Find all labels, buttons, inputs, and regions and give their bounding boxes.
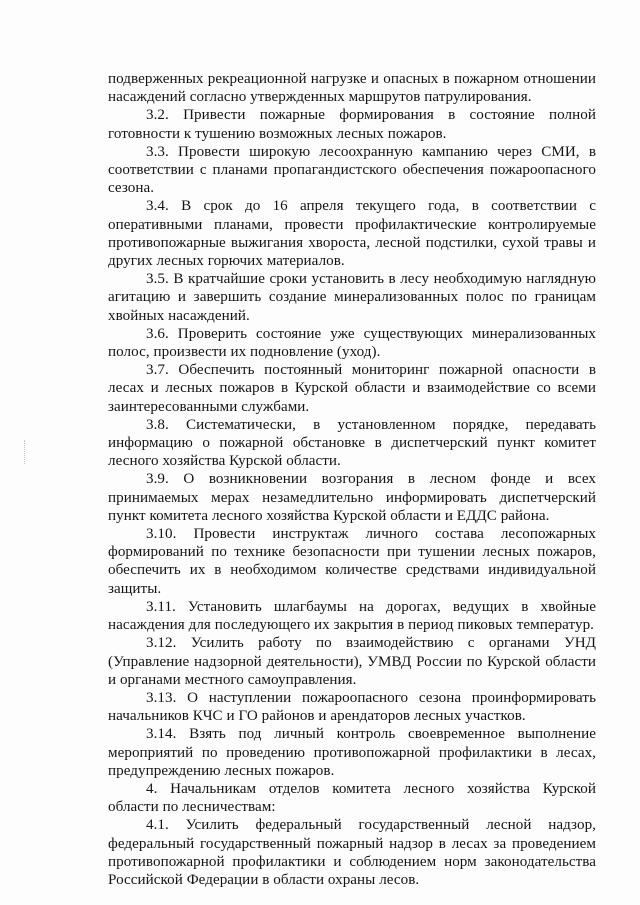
paragraph-4: 4. Начальникам отделов комитета лесного хозяйства Курской области по лесничествам: (108, 780, 596, 816)
paragraph-3-3: 3.3. Провести широкую лесоохранную кампанию через СМИ, в соответствии с планами пропагандистского обеспечения пожароопасного сезона. (108, 143, 596, 197)
paragraph-3-14: 3.14. Взять под личный контроль своевременное выполнение мероприятий по проведению противопожарной профилактики в лесах, предупреждению лесных пожаров. (108, 726, 596, 779)
paragraph-3-12: 3.12. Усилить работу по взаимодействию с органами УНД (Управление надзорной деятельности), УМВД России по Курской области и органами местного самоуправления. (108, 635, 596, 688)
paragraph-3-4: 3.4. В срок до 16 апреля текущего года, в соответствии с оперативными планами, провести профилактические контролируемые противопожарные выжигания хвороста, лесной подстилки, сухой травы и других лесных горючих материалов. (108, 198, 596, 270)
paragraph-3-6: 3.6. Проверить состояние уже существующих минерализованных полос, произвести их подновление (уход). (108, 325, 596, 361)
margin-mark (24, 440, 29, 464)
paragraph-continuation: подверженных рекреационной нагрузке и опасных в пожарном отношении насаждений согласно утвержденных маршрутов патрулирования. (108, 71, 596, 106)
paragraph-3-9: 3.9. О возникновении возгорания в лесном фонде и всех принимаемых мерах незамедлительно информировать диспетчерский пункт комитета лесного хозяйства Курской области и ЕДДС района. (108, 471, 596, 524)
paragraph-3-2: 3.2. Привести пожарные формирования в состояние полной готовности к тушению возможных лесных пожаров. (108, 107, 596, 142)
paragraph-3-11: 3.11. Установить шлагбаумы на дорогах, ведущих в хвойные насаждения для последующего их закрытия в период пиковых температур. (108, 598, 596, 634)
document-body (108, 70, 596, 889)
paragraph-3-10: 3.10. Провести инструктаж личного состава лесопожарных формирований по технике безопасности при тушении лесных пожаров, обеспечить их в необходимом количестве средствами индивидуальной защиты. (108, 526, 596, 597)
paragraph-3-7: 3.7. Обеспечить постоянный мониторинг пожарной опасности в лесах и лесных пожаров в Курской области и взаимодействие со всеми заинтересованными службами. (108, 362, 596, 415)
paragraph-4-1: 4.1. Усилить федеральный государственный лесной надзор, федеральный государственный пожарный надзор в лесах за проведением противопожарной профилактики и соблюдением норм законодательства Российской Федерации в области охраны лесов. (108, 817, 596, 888)
paragraph-3-13: 3.13. О наступлении пожароопасного сезона проинформировать начальников КЧС и ГО районов и арендаторов лесных участков. (108, 689, 596, 725)
paragraph-3-8: 3.8. Систематически, в установленном порядке, передавать информацию о пожарной обстановке в диспетчерский пункт комитет лесного хозяйства Курской области. (108, 416, 596, 470)
paragraph-3-5: 3.5. В кратчайшие сроки установить в лесу необходимую наглядную агитацию и завершить создание минерализованных полос по границам хвойных насаждений. (108, 271, 596, 324)
